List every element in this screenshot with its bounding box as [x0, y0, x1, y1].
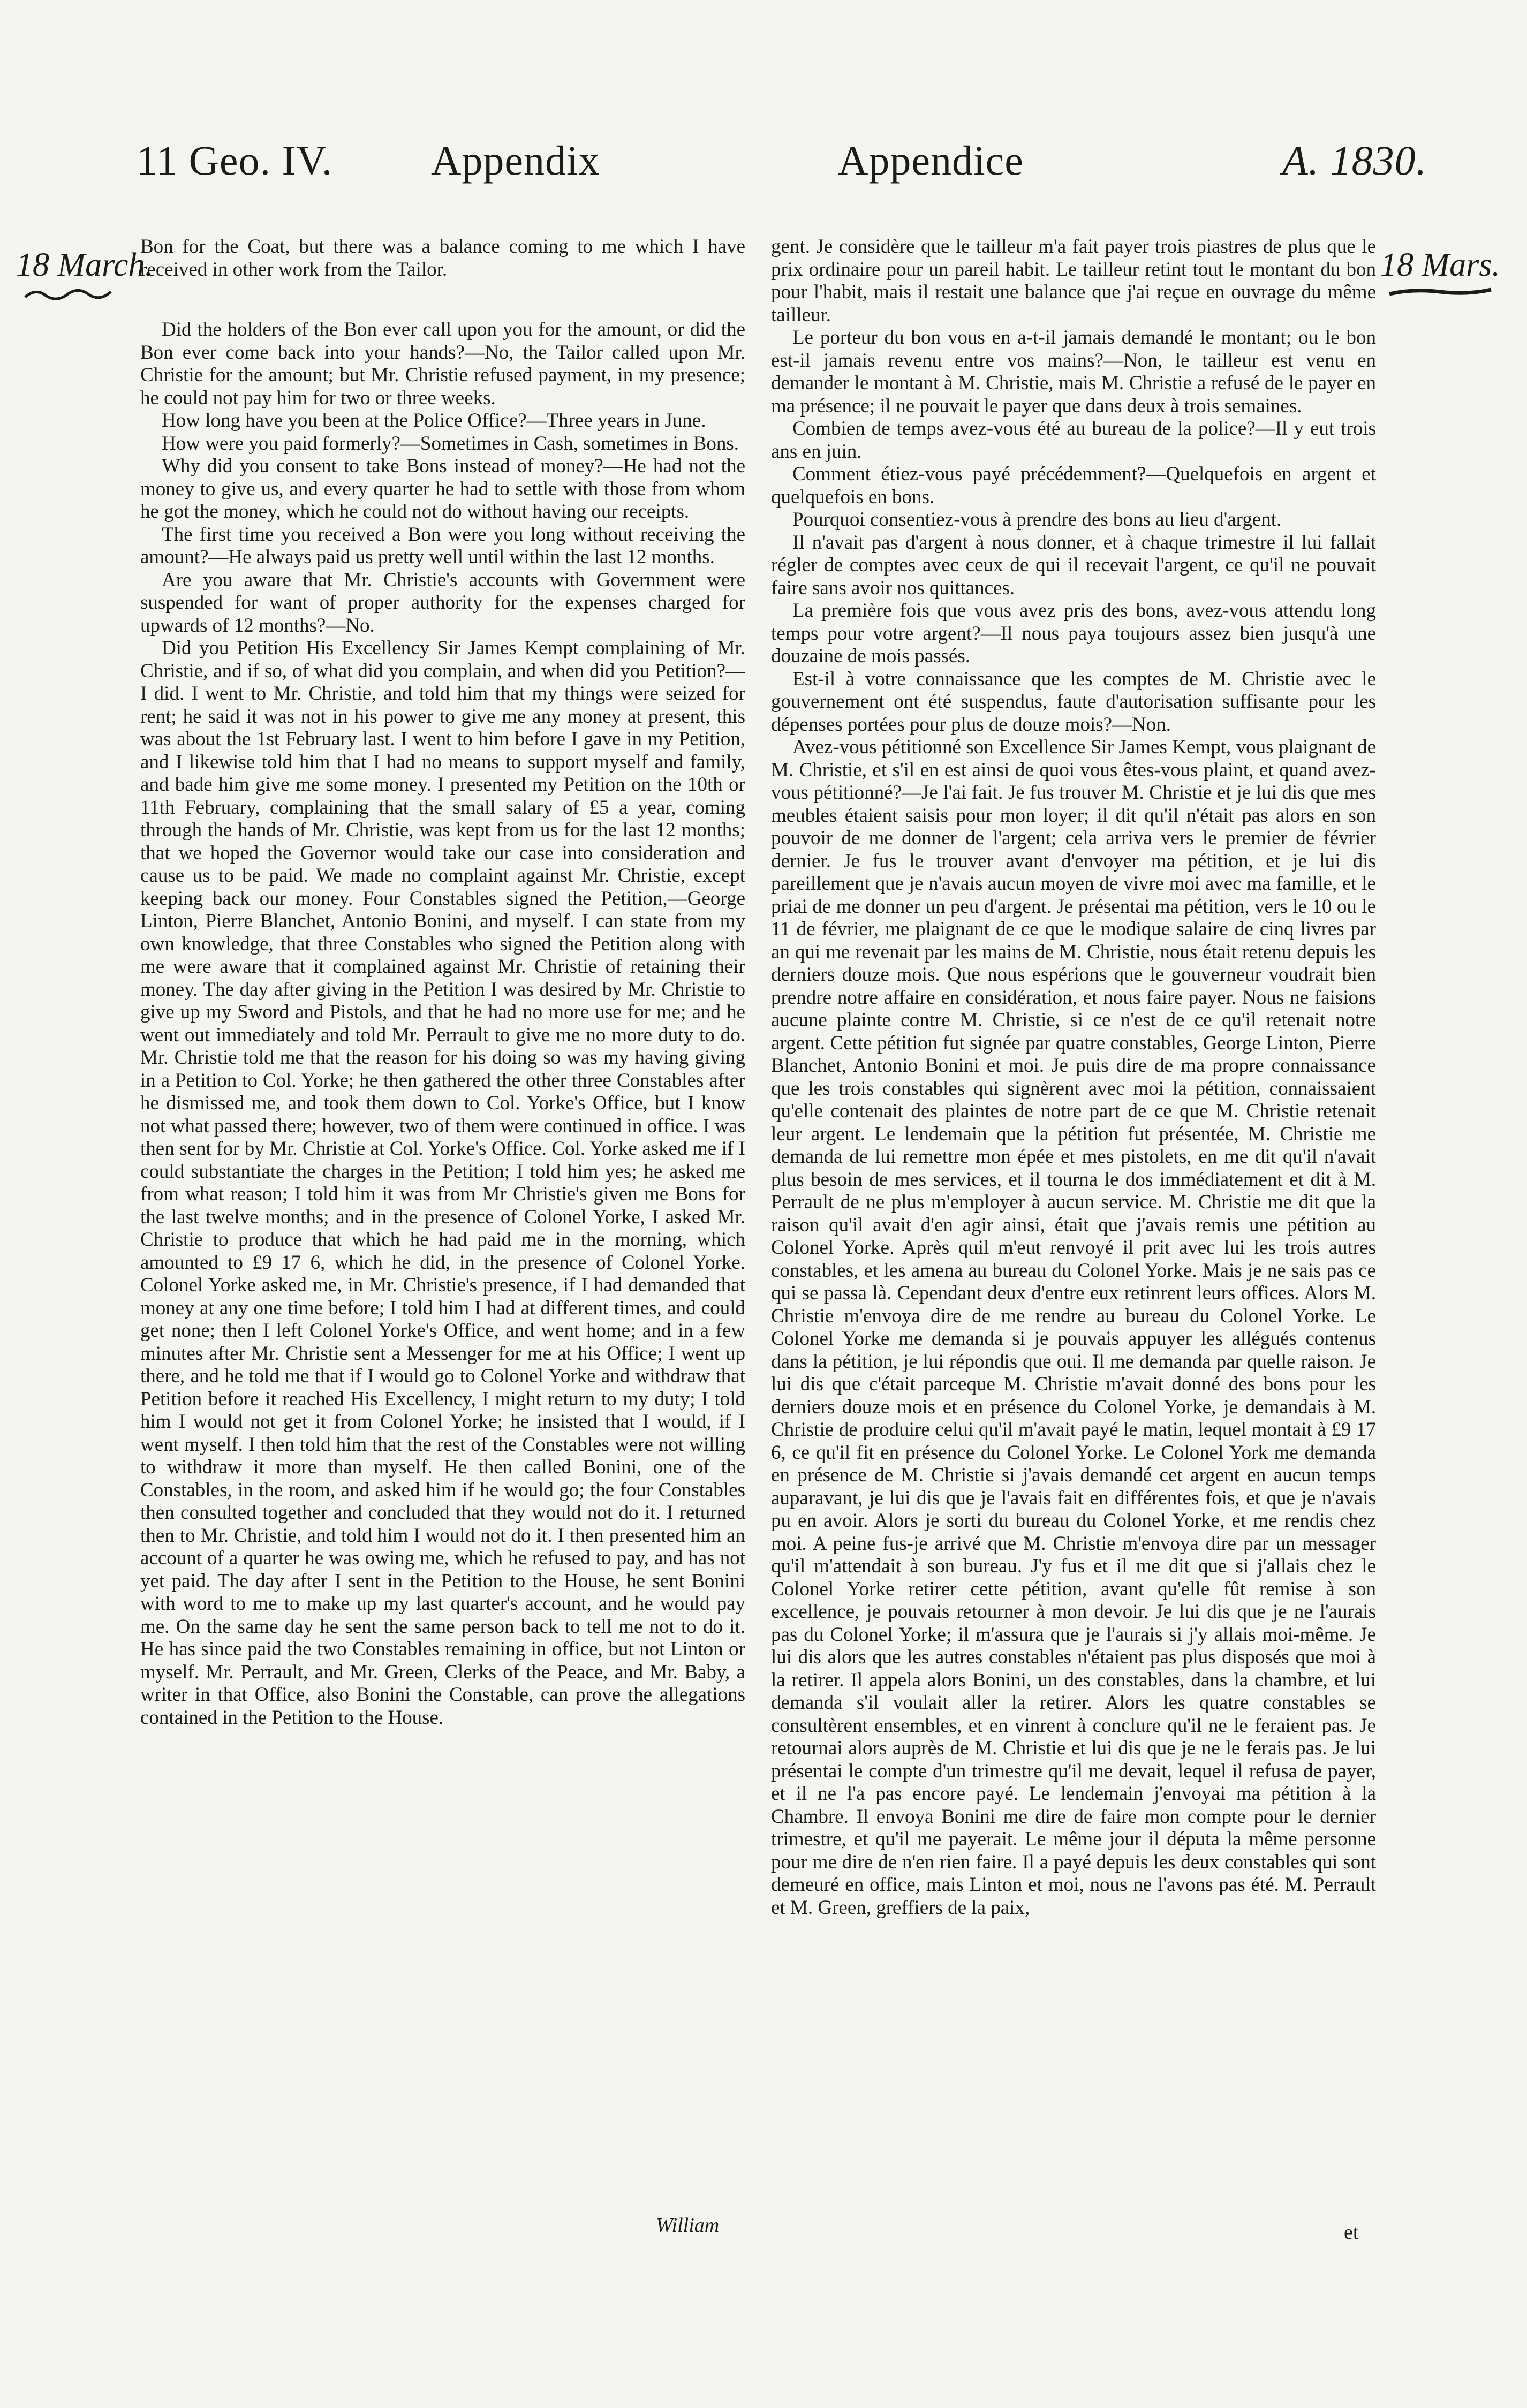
french-paragraph: gent. Je considère que le tailleur m'a fait payer trois piastres de plus que le prix ordinaire pour un pareil habit. Le tailleur retint tout le montant du bon pour l'habit, mais il restait une balance que j'ai reçue en ouvrage du même tailleur.: [771, 236, 1376, 326]
french-paragraph: Le porteur du bon vous en a-t-il jamais demandé le montant; ou le bon est-il jamais revenu entre vos mains?—Non, le tailleur est venu en demander le montant à M. Christie, mais M. Christie a refusé de le payer en ma présence; il ne pouvait le payer que dans deux à trois semaines.: [771, 327, 1376, 417]
english-column: [140, 236, 745, 2323]
french-paragraph: Il n'avait pas d'argent à nous donner, et à chaque trimestre il lui fallait régler de comptes avec ceux de qui il recevait l'argent, ce qu'il ne pouvait faire sans avoir nos quittances.: [771, 531, 1376, 599]
margin-date-right: 18 Mars.: [1380, 247, 1500, 283]
french-paragraph: Avez-vous pétitionné son Excellence Sir James Kempt, vous plaignant de M. Christie, et s'il en est ainsi de quoi vous êtes-vous plaint, et quand avez-vous pétitionné?—Je l'ai fait. Je fus trouver M. Christie et je lui dis que mes meubles étaient saisis pour mon loyer; il dit qu'il n'était pas alors en son pouvoir de me donner de l'argent; cela arriva vers le premier de février dernier. Je fus le trouver avant d'envoyer ma pétition, et je lui dis pareillement que je n'avais aucun moyen de vivre moi avec ma famille, et le priai de me donner un peu d'argent. Je présentai ma pétition, vers le 10 ou le 11 de février, me plaignant de ce que le modique salaire de cinq livres par an qui me revenait par les mains de M. Christie, nous était retenu depuis les derniers douze mois. Que nous espérions que le gouverneur voudrait bien prendre notre affaire en considération, et nous faire payer. Nous ne faisions aucune plainte contre M. Christie, si ce n'est de ce qu'il retenait notre argent. Cette pétition fut signée par quatre constables, George Linton, Pierre Blanchet, Antonio Bonini et moi. Je puis dire de ma propre connaissance que les trois constables qui signèrent avec moi la pétition, connaissaient qu'elle contenait des plaintes de notre part de ce que M. Christie retenait leur argent. Le lendemain que la pétition fut présentée, M. Christie me demanda de lui remettre mon épée et mes pistolets, en me dit qu'il n'avait plus besoin de mes services, et il tourna le dos immédiatement et dit à M. Perrault de ne plus m'employer à aucun service. M. Christie me dit que la raison qu'il avait d'en agir ainsi, était que j'avais remis une pétition au Colonel Yorke. Après quil m'eut renvoyé il prit avec lui les trois autres constables, et les amena au bureau du Colonel Yorke. Mais je ne sais pas ce qui se passa là. Cependant deux d'entre eux retinrent leurs offices. Alors M. Christie m'envoya dire de me rendre au bureau du Colonel Yorke. Le Colonel Yorke me demanda si je pouvais appuyer les allégués contenus dans la pétition, je lui répondis que oui. Il me demanda par quelle raison. Je lui dis que c'était parceque M. Christie m'avait donné des bons pour les derniers douze mois et en présence du Colonel Yorke, je demandais à M. Christie de produire celui qu'il m'avait payé le matin, lequel montait à £9 17 6, ce qu'il fit en présence du Colonel Yorke. Le Colonel York me demanda en présence de M. Christie si j'avais demandé cet argent en aucun temps auparavant, je lui dis que je l'avais fait en différentes fois, et que je n'avais pu en avoir. Alors je sorti du bureau du Colonel Yorke, et me rendis chez moi. A peine fus-je arrivé que M. Christie m'envoya dire par un messager qu'il m'attendait à son bureau. J'y fus et il me dit que si j'allais chez le Colonel Yorke retirer cette pétition, avant qu'elle fût remise à son excellence, je pouvais retourner à mon devoir. Je lui dis que je ne l'aurais pas du Colonel Yorke; il m'assura que je l'aurais si j'y allais moi-même. Je lui dis alors que les autres constables n'étaient pas plus disposés que moi à la retirer. Il appela alors Bonini, un des constables, dans la chambre, et lui demanda s'il voulait aller la retirer. Alors les quatre constables se consultèrent ensembles, et en vinrent à conclure qu'il ne le feraient pas. Je retournai alors auprès de M. Christie et lui dis que je ne le ferais pas. Je lui présentai le compte d'un trimestre qu'il me devait, lequel il refusa de payer, et il ne l'a pas encore payé. Le lendemain j'envoyai ma pétition à la Chambre. Il envoya Bonini me dire de faire mon compte pour le dernier trimestre, et qu'il me payerait. Le même jour il députa la même personne pour me dire de n'en rien faire. Il a payé depuis les deux constables qui sont demeuré en office, mais Linton et moi, nous ne l'avons pas été. M. Perrault et M. Green, greffiers de la paix,: [771, 736, 1376, 1919]
french-paragraph: Est-il à votre connaissance que les comptes de M. Christie avec le gouvernement ont été suspendus, faute d'autorisation suffisante pour les dépenses portées pour plus de douze mois?—Non.: [771, 668, 1376, 736]
page-header: [0, 134, 1527, 198]
french-paragraph: La première fois que vous avez pris des bons, avez-vous attendu long temps pour votre argent?—Il nous paya toujours assez bien jusqu'à une douzaine de mois passés.: [771, 600, 1376, 667]
french-paragraph: Comment étiez-vous payé précédemment?—Quelquefois en argent et quelquefois en bons.: [771, 463, 1376, 508]
english-paragraph: The first time you received a Bon were you long without receiving the amount?—He always paid us pretty well until within the last 12 months.: [140, 523, 745, 568]
english-paragraph: Bon for the Coat, but there was a balance coming to me which I have received in other work from the Tailor.: [140, 236, 745, 281]
french-running-title: Appendice: [838, 137, 1024, 184]
english-paragraph: Why did you consent to take Bons instead of money?—He had not the money to give us, and every quarter he had to settle with those from whom he got the money, which he could not do without having our receipts.: [140, 455, 745, 523]
year-label: A. 1830.: [1282, 137, 1427, 184]
french-paragraph: Pourquoi consentiez-vous à prendre des bons au lieu d'argent.: [792, 509, 1282, 531]
french-paragraph: Combien de temps avez-vous été au bureau de la police?—Il y eut trois ans en juin.: [771, 418, 1376, 463]
english-paragraph: Did the holders of the Bon ever call upon you for the amount, or did the Bon ever come back into your hands?—No, the Tailor called upon Mr. Christie for the amount; but Mr. Christie refused payment, in my presence; he could not pay him for two or three weeks.: [140, 319, 745, 409]
english-paragraph: Did you Petition His Excellency Sir James Kempt complaining of Mr. Christie, and if so, of what did you complain, and when did you Petition?—I did. I went to Mr. Christie, and told him that my things were seized for rent; he said it was not in his power to give me any money at present, this was about the 1st February last. I went to him before I gave in my Petition, and I likewise told him that I had no means to support myself and family, and bade him give me some money. I presented my Petition on the 10th or 11th February, complaining that the small salary of £5 a year, coming through the hands of Mr. Christie, was kept from us for the last 12 months; that we hoped the Governor would take our case into consideration and cause us to be paid. We made no complaint against Mr. Christie, except keeping back our money. Four Constables signed the Petition,—George Linton, Pierre Blanchet, Antonio Bonini, and myself. I can state from my own knowledge, that three Constables who signed the Petition along with me were aware that it complained against Mr. Christie of retaining their money. The day after giving in the Petition I was desired by Mr. Christie to give up my Sword and Pistols, and that he had no more use for me; and he went out immediately and told Mr. Perrault to give me no more duty to do. Mr. Christie told me that the reason for his doing so was my having giving in a Petition to Col. Yorke; he then gathered the other three Constables after he dismissed me, and took them down to Col. Yorke's Office, but I know not what passed there; however, two of them were continued in office. I was then sent for by Mr. Christie at Col. Yorke's Office. Col. Yorke asked me if I could substantiate the charges in the Petition; I told him yes; he asked me from what reason; I told him it was from Mr Christie's given me Bons for the last twelve months; and in the presence of Colonel Yorke, I asked Mr. Christie to produce that which he had paid me in the morning, which amounted to £9 17 6, which he did, in the presence of Colonel Yorke. Colonel Yorke asked me, in Mr. Christie's presence, if I had demanded that money at any one time before; I told him I had at different times, and could get none; then I left Colonel Yorke's Office, and went home; and in a few minutes after Mr. Christie sent a Messenger for me at his Office; I went up there, and he told me that if I would go to Colonel Yorke and withdraw that Petition before it reached His Excellency, I might return to my duty; I told him I would not get it from Colonel Yorke; he insisted that I would, if I went myself. I then told him that the rest of the Constables were not willing to withdraw it more than myself. He then called Bonini, one of the Constables, in the room, and asked him if he would go; the four Constables then consulted together and concluded that they would not do it. I returned then to Mr. Christie, and told him I would not do it. I then presented him an account of a quarter he was owing me, which he refused to pay, and has not yet paid. The day after I sent in the Petition to the House, he sent Bonini with word to me to make up my last quarter's account, and he would pay me. On the same day he sent the same person back to tell me not to do it. He has since paid the two Constables remaining in office, but not Linton or myself. Mr. Perrault, and Mr. Green, Clerks of the Peace, and Mr. Baby, a writer in that Office, also Bonini the Constable, can prove the allegations contained in the Petition to the House.: [140, 637, 745, 1729]
french-column: [771, 236, 1376, 2323]
margin-date-left: 18 March.: [16, 247, 153, 283]
english-paragraph: How long have you been at the Police Office?—Three years in June.: [162, 410, 706, 431]
session-label: 11 Geo. IV.: [137, 137, 333, 184]
flourish-ornament-left: [22, 286, 114, 302]
flourish-ornament-right: [1387, 286, 1494, 299]
english-catchword: William: [656, 2214, 720, 2237]
english-paragraph: How were you paid formerly?—Sometimes in Cash, sometimes in Bons.: [162, 432, 739, 455]
english-paragraph: Are you aware that Mr. Christie's accounts with Government were suspended for want of proper authority for the expenses charged for upwards of 12 months?—No.: [140, 569, 745, 637]
english-running-title: Appendix: [431, 137, 600, 184]
french-catchword: et: [1344, 2221, 1359, 2244]
